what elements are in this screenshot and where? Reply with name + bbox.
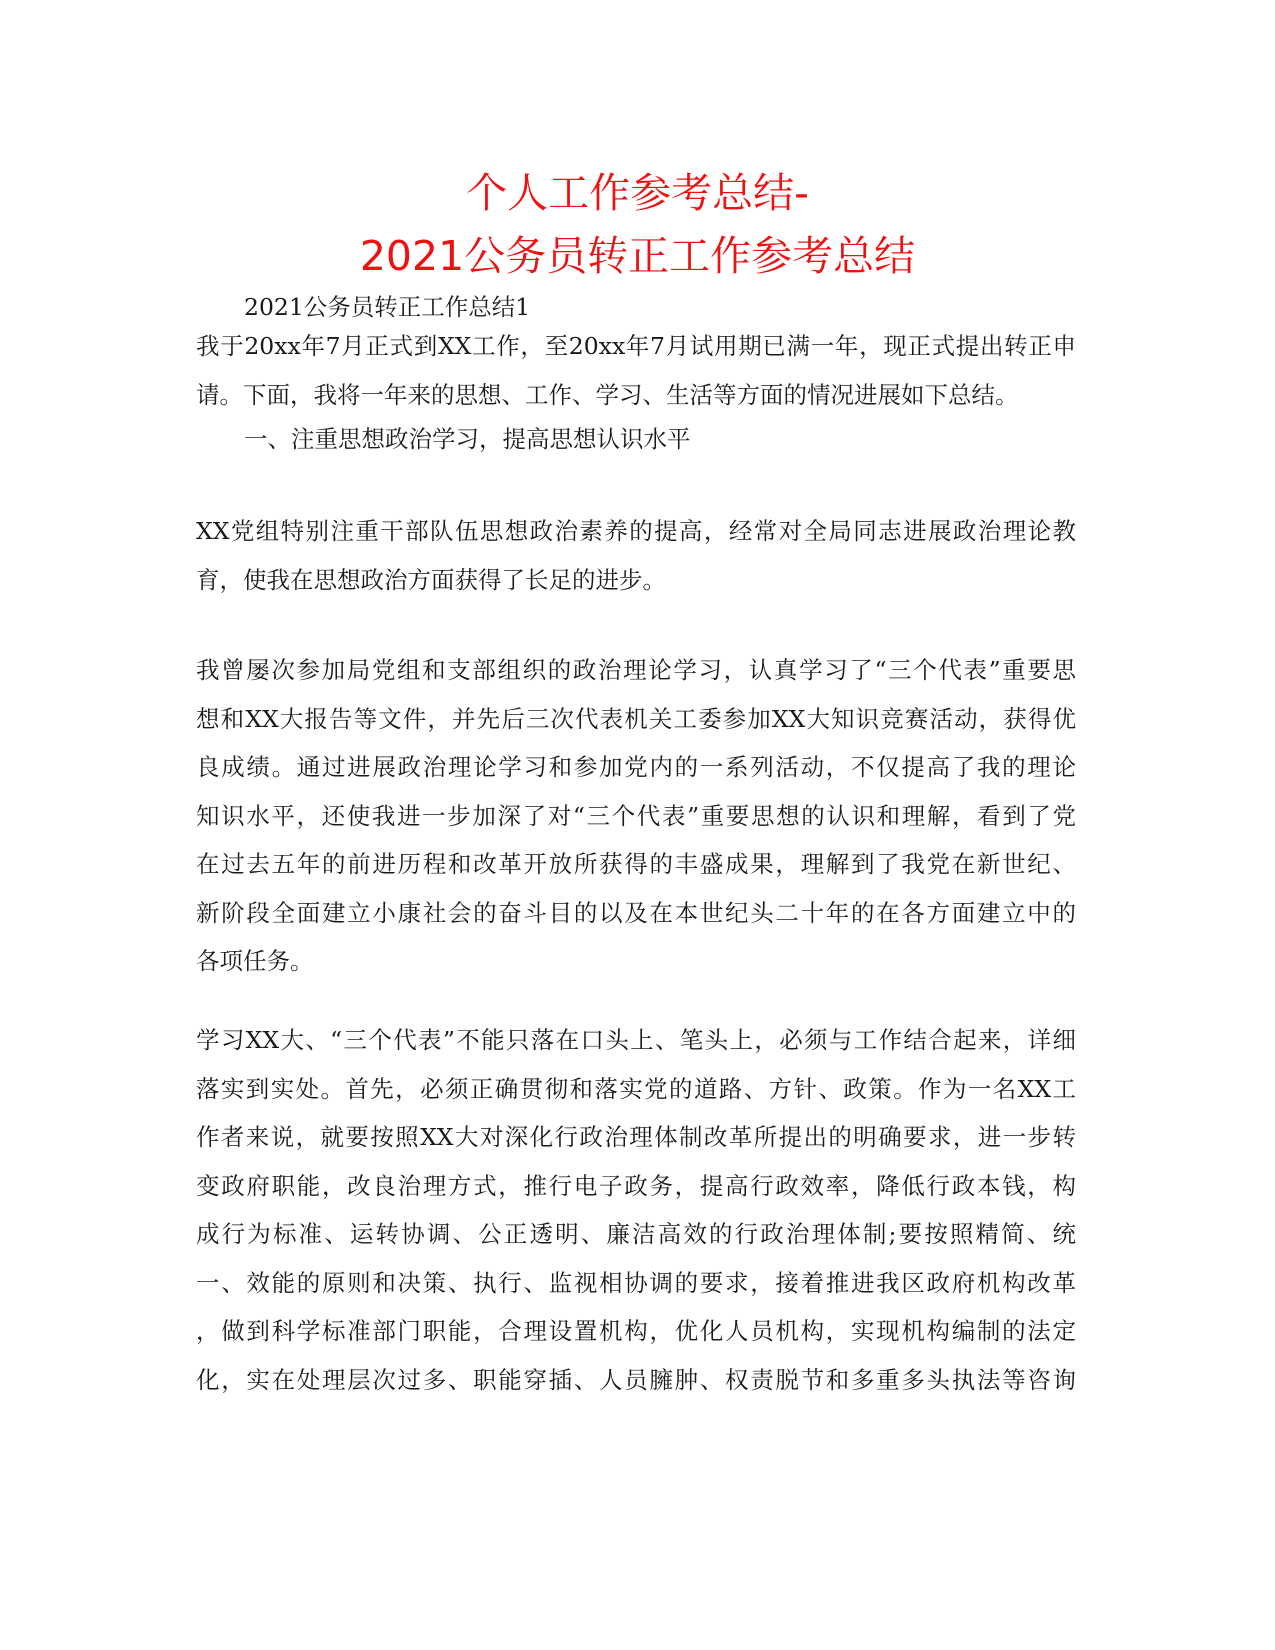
text-line: XX党组特别注重干部队伍思想政治素养的提高，经常对全局同志进展政治理论教 [196, 517, 1076, 545]
text-line: 想和XX大报告等文件，并先后三次代表机关工委参加XX大知识竞赛活动，获得优 [196, 704, 1076, 733]
text-line: 一、注重思想政治学习，提高思想认识水平 [244, 425, 691, 453]
text-line: 化，实在处理层次过多、职能穿插、人员臃肿、权责脱节和多重多头执法等咨询 [196, 1365, 1076, 1394]
text-line: 落实到实处。首先，必须正确贯彻和落实党的道路、方针、政策。作为一名XX工 [196, 1074, 1076, 1103]
paragraph-2 [196, 507, 1076, 604]
text-line: 良成绩。通过进展政治理论学习和参加党内的一系列活动，不仅提高了我的理论 [196, 753, 1076, 781]
section-heading-1 [196, 415, 1124, 464]
text-line: 知识水平，还使我进一步加深了对“三个代表”重要思想的认识和理解，看到了党 [196, 801, 1076, 830]
text-line: 各项任务。 [196, 947, 314, 975]
text-line: 2021公务员转正工作总结1 [244, 293, 531, 321]
text-line: 新阶段全面建立小康社会的奋斗目的以及在本世纪头二十年的在各方面建立中的 [196, 898, 1076, 927]
paragraph-4 [196, 1016, 1076, 1404]
document-title-line-1: 个人工作参考总结- [466, 169, 809, 217]
text-line: 请。下面，我将一年来的思想、工作、学习、生活等方面的情况进展如下总结。 [196, 380, 1019, 409]
text-line: 在过去五年的前进历程和改革开放所获得的丰盛成果，理解到了我党在新世纪、 [196, 850, 1076, 878]
text-line: 育，使我在思想政治方面获得了长足的进步。 [196, 565, 666, 594]
paragraph-3 [196, 646, 1076, 986]
text-line: 一、效能的原则和决策、执行、监视相协调的要求，接着推进我区政府机构改革 [196, 1268, 1076, 1297]
paragraph-1 [196, 322, 1076, 419]
text-line: ，做到科学标准部门职能，合理设置机构，优化人员机构，实现机构编制的法定 [196, 1317, 1076, 1345]
text-line: 学习XX大、“三个代表”不能只落在口头上、笔头上，必须与工作结合起来，详细 [196, 1026, 1076, 1054]
text-line: 变政府职能，改良治理方式，推行电子政务，提高行政效率，降低行政本钱，构 [196, 1171, 1076, 1200]
text-line: 作者来说，就要按照XX大对深化行政治理体制改革所提出的明确要求，进一步转 [196, 1123, 1076, 1151]
text-line: 成行为标准、运转协调、公正透明、廉洁高效的行政治理体制;要按照精简、统 [196, 1220, 1076, 1248]
text-line: 我曾屡次参加局党组和支部组织的政治理论学习，认真学习了“三个代表”重要思 [196, 656, 1076, 684]
document-title-line-2: 2021公务员转正工作参考总结 [359, 232, 916, 280]
text-line: 我于20xx年7月正式到XX工作，至20xx年7月试用期已满一年，现正式提出转正申 [196, 332, 1076, 360]
